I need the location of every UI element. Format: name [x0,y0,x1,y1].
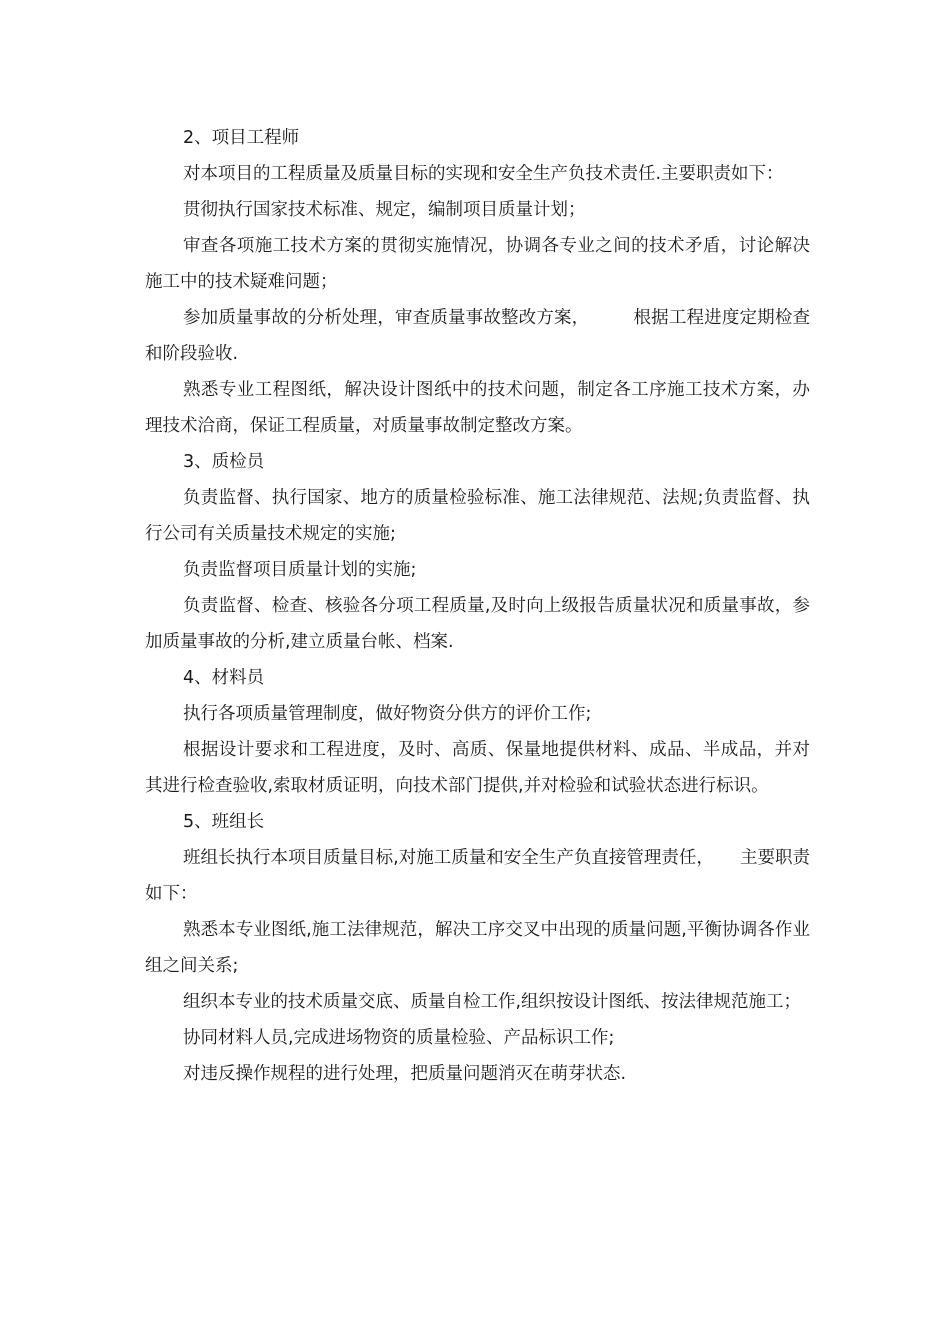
paragraph: 审查各项施工技术方案的贯彻实施情况，协调各专业之间的技术矛盾，讨论解决施工中的技术疑难问题； [145,236,810,292]
section-heading-quality-inspector: 3、质检员 [183,452,265,472]
paragraph-part: 班组长执行本项目质量目标,对施工质量和安全生产负直接管理责任， [183,848,714,868]
paragraph-part: 主要职责如下： [145,848,811,904]
paragraph: 组织本专业的技术质量交底、质量自检工作,组织按设计图纸、按法律规范施工； [183,992,802,1012]
paragraph [145,840,810,912]
paragraph: 负责监督、执行国家、地方的质量检验标准、施工法律规范、法规;负责监督、执行公司有关质量技术规定的实施; [145,488,810,544]
section-heading-team-leader: 5、班组长 [183,812,265,832]
paragraph: 负责监督、检查、核验各分项工程质量,及时向上级报告质量状况和质量事故，参加质量事故的分析,建立质量台帐、档案. [145,596,810,652]
paragraph: 熟悉专业工程图纸，解决设计图纸中的技术问题，制定各工序施工技术方案，办理技术洽商，保证工程质量，对质量事故制定整改方案。 [145,380,810,436]
paragraph: 执行各项质量管理制度，做好物资分供方的评价工作; [183,704,592,724]
paragraph: 对违反操作规程的进行处理，把质量问题消灭在萌芽状态. [183,1064,627,1084]
paragraph-part: 根据工程进度定期检查和阶段验收. [145,308,811,364]
paragraph-part: 参加质量事故的分析处理，审查质量事故整改方案， [183,308,590,328]
section-heading-project-engineer: 2、项目工程师 [183,128,300,148]
paragraph: 负责监督项目质量计划的实施; [183,560,417,580]
paragraph [145,300,810,372]
paragraph: 协同材料人员,完成进场物资的质量检验、产品标识工作; [183,1028,615,1048]
paragraph: 根据设计要求和工程进度，及时、高质、保量地提供材料、成品、半成品，并对其进行检查验收,索取材质证明，向技术部门提供,并对检验和试验状态进行标识。 [145,740,810,796]
paragraph: 熟悉本专业图纸,施工法律规范，解决工序交叉中出现的质量问题,平衡协调各作业组之间关系; [145,920,810,976]
paragraph: 对本项目的工程质量及质量目标的实现和安全生产负技术责任.主要职责如下： [183,164,784,184]
section-heading-material-officer: 4、材料员 [183,668,265,688]
document-body [145,120,810,1092]
paragraph: 贯彻执行国家技术标准、规定，编制项目质量计划； [183,200,586,220]
